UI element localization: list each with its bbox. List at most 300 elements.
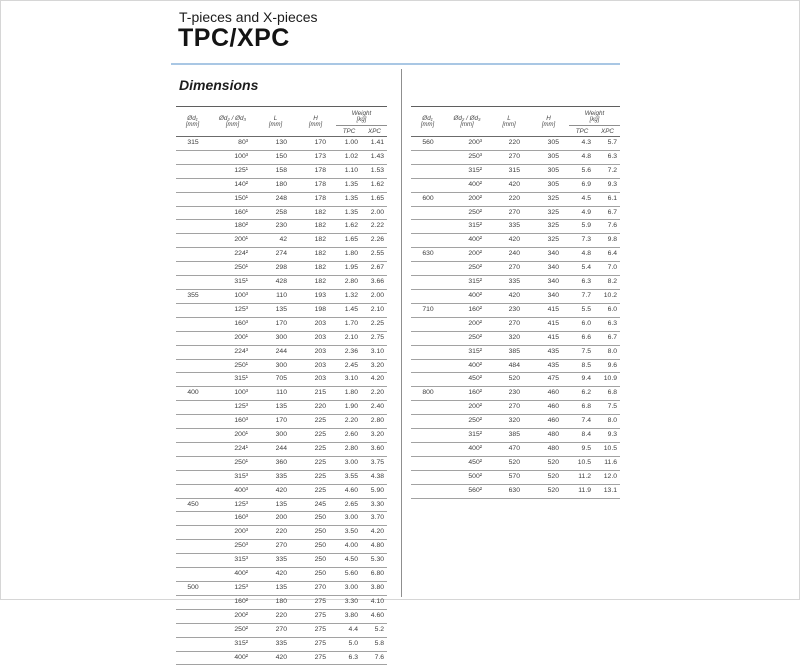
cell-value: 315² — [444, 345, 490, 359]
cell-value: 4.60 — [336, 484, 362, 498]
cell-nominal-diameter — [176, 345, 209, 359]
table-row — [176, 609, 387, 623]
cell-value: 315² — [444, 220, 490, 234]
cell-value: 480 — [528, 429, 569, 443]
cell-value: 160² — [444, 387, 490, 401]
table-row — [176, 164, 387, 178]
cell-value: 6.3 — [595, 150, 620, 164]
cell-value: 315² — [444, 429, 490, 443]
cell-value: 9.8 — [595, 234, 620, 248]
cell-value: 150¹ — [209, 192, 256, 206]
cell-value: 1.41 — [362, 137, 387, 151]
col-header-d23 — [444, 107, 490, 137]
col-header-d1 — [411, 107, 444, 137]
cell-value: 420 — [490, 289, 528, 303]
cell-value: 270 — [490, 262, 528, 276]
cell-value: 420 — [490, 178, 528, 192]
cell-value: 4.80 — [362, 540, 387, 554]
cell-value: 182 — [295, 276, 336, 290]
cell-value: 2.36 — [336, 345, 362, 359]
cell-value: 5.2 — [362, 623, 387, 637]
table-row — [176, 303, 387, 317]
cell-nominal-diameter — [176, 415, 209, 429]
col-header-d23 — [209, 107, 256, 137]
cell-value: 1.00 — [336, 137, 362, 151]
cell-value: 305 — [528, 178, 569, 192]
cell-value: 10.5 — [595, 442, 620, 456]
cell-value: 125³ — [209, 498, 256, 512]
cell-value: 305 — [528, 164, 569, 178]
cell-value: 270 — [295, 582, 336, 596]
table-row — [176, 415, 387, 429]
table-row — [176, 526, 387, 540]
cell-value: 4.10 — [362, 595, 387, 609]
cell-nominal-diameter — [176, 512, 209, 526]
cell-value: 2.40 — [362, 401, 387, 415]
cell-value: 182 — [295, 248, 336, 262]
cell-value: 2.80 — [336, 442, 362, 456]
col-header-l-unit: [mm] — [268, 122, 283, 128]
col-header-h-unit: [mm] — [541, 122, 556, 128]
table-row — [176, 234, 387, 248]
cell-value: 7.5 — [569, 345, 595, 359]
cell-value: 4.20 — [362, 373, 387, 387]
cell-nominal-diameter: 315 — [176, 137, 209, 151]
cell-value: 173 — [295, 150, 336, 164]
table-row — [176, 429, 387, 443]
table-row — [176, 498, 387, 512]
cell-value: 160³ — [209, 415, 256, 429]
cell-value: 250² — [444, 262, 490, 276]
cell-nominal-diameter — [176, 456, 209, 470]
cell-value: 225 — [295, 456, 336, 470]
table-row — [411, 137, 620, 151]
cell-value: 125³ — [209, 401, 256, 415]
table-row — [176, 484, 387, 498]
cell-value: 300 — [256, 331, 295, 345]
table-row — [176, 331, 387, 345]
col-header-l — [490, 107, 528, 137]
table-row — [176, 470, 387, 484]
cell-value: 7.3 — [569, 234, 595, 248]
table-row — [176, 540, 387, 554]
table-header-left — [176, 107, 387, 137]
cell-value: 428 — [256, 276, 295, 290]
cell-value: 2.10 — [336, 331, 362, 345]
cell-nominal-diameter — [176, 540, 209, 554]
table-row — [176, 192, 387, 206]
cell-value: 400³ — [209, 484, 256, 498]
cell-value: 3.00 — [336, 512, 362, 526]
cell-value: 340 — [528, 248, 569, 262]
table-row — [411, 345, 620, 359]
cell-value: 9.3 — [595, 178, 620, 192]
cell-value: 200¹ — [209, 331, 256, 345]
cell-value: 220 — [490, 192, 528, 206]
cell-value: 4.60 — [362, 609, 387, 623]
table-row — [411, 401, 620, 415]
cell-nominal-diameter — [176, 248, 209, 262]
cell-value: 1.35 — [336, 178, 362, 192]
cell-value: 245 — [295, 498, 336, 512]
cell-value: 203 — [295, 317, 336, 331]
cell-nominal-diameter — [176, 220, 209, 234]
cell-value: 385 — [490, 429, 528, 443]
cell-value: 150 — [256, 150, 295, 164]
col-header-weight-label: Weight — [351, 109, 372, 117]
col-header-d1-unit: [mm] — [185, 122, 200, 128]
table-row — [411, 470, 620, 484]
cell-value: 11.2 — [569, 470, 595, 484]
cell-value: 1.90 — [336, 401, 362, 415]
table-row — [411, 429, 620, 443]
cell-value: 320 — [490, 415, 528, 429]
cell-value: 182 — [295, 206, 336, 220]
cell-value: 298 — [256, 262, 295, 276]
cell-value: 3.20 — [362, 359, 387, 373]
table-row — [411, 178, 620, 192]
cell-value: 250² — [444, 206, 490, 220]
cell-value: 2.75 — [362, 331, 387, 345]
page-title: TPC/XPC — [178, 24, 290, 52]
cell-value: 220 — [490, 137, 528, 151]
col-header-l-label: L — [273, 115, 278, 122]
cell-value: 1.95 — [336, 262, 362, 276]
cell-value: 420 — [256, 651, 295, 665]
cell-nominal-diameter — [176, 178, 209, 192]
cell-value: 110 — [256, 387, 295, 401]
cell-value: 420 — [256, 484, 295, 498]
table-row — [176, 623, 387, 637]
cell-nominal-diameter — [176, 303, 209, 317]
cell-value: 520 — [490, 456, 528, 470]
cell-nominal-diameter — [411, 164, 444, 178]
col-header-h — [295, 107, 336, 137]
cell-value: 460 — [528, 401, 569, 415]
cell-value: 250³ — [444, 150, 490, 164]
cell-value: 4.3 — [569, 137, 595, 151]
cell-value: 170 — [256, 415, 295, 429]
cell-value: 198 — [295, 303, 336, 317]
cell-value: 1.43 — [362, 150, 387, 164]
cell-nominal-diameter — [176, 276, 209, 290]
cell-value: 248 — [256, 192, 295, 206]
cell-value: 5.30 — [362, 554, 387, 568]
cell-value: 325 — [528, 220, 569, 234]
cell-value: 9.5 — [569, 442, 595, 456]
table-row — [411, 276, 620, 290]
cell-value: 225 — [295, 429, 336, 443]
cell-value: 335 — [256, 470, 295, 484]
cell-value: 325 — [528, 206, 569, 220]
cell-value: 340 — [528, 289, 569, 303]
cell-nominal-diameter — [411, 289, 444, 303]
col-header-l-unit: [mm] — [502, 122, 516, 128]
cell-value: 250 — [295, 526, 336, 540]
cell-value: 2.25 — [362, 317, 387, 331]
cell-value: 100³ — [209, 289, 256, 303]
cell-nominal-diameter — [411, 442, 444, 456]
cell-value: 6.6 — [569, 331, 595, 345]
col-header-tpc: TPC — [336, 126, 362, 137]
col-header-tpc: TPC — [569, 126, 595, 137]
cell-value: 200² — [444, 192, 490, 206]
cell-nominal-diameter — [176, 470, 209, 484]
table-body-right — [411, 137, 620, 499]
cell-value: 1.53 — [362, 164, 387, 178]
cell-value: 560² — [444, 484, 490, 498]
cell-value: 2.00 — [362, 289, 387, 303]
cell-nominal-diameter: 600 — [411, 192, 444, 206]
cell-value: 2.80 — [362, 415, 387, 429]
cell-value: 224² — [209, 248, 256, 262]
cell-value: 230 — [490, 387, 528, 401]
col-header-h-unit: [mm] — [308, 122, 323, 128]
cell-value: 4.9 — [569, 206, 595, 220]
cell-value: 435 — [528, 345, 569, 359]
cell-value: 9.6 — [595, 359, 620, 373]
cell-value: 2.45 — [336, 359, 362, 373]
cell-value: 9.4 — [569, 373, 595, 387]
col-header-h-label: H — [313, 115, 318, 122]
cell-value: 200 — [256, 512, 295, 526]
cell-nominal-diameter — [176, 150, 209, 164]
cell-value: 1.35 — [336, 192, 362, 206]
col-header-h-label: H — [546, 115, 551, 122]
cell-value: 2.55 — [362, 248, 387, 262]
cell-nominal-diameter — [411, 401, 444, 415]
cell-nominal-diameter: 560 — [411, 137, 444, 151]
cell-value: 520 — [528, 456, 569, 470]
table-row — [411, 415, 620, 429]
cell-value: 420 — [490, 234, 528, 248]
cell-nominal-diameter — [176, 317, 209, 331]
cell-value: 9.3 — [595, 429, 620, 443]
col-header-weight-label: Weight — [584, 109, 605, 117]
cell-value: 250² — [209, 623, 256, 637]
cell-value: 100³ — [209, 387, 256, 401]
cell-value: 250 — [295, 512, 336, 526]
cell-value: 5.6 — [569, 164, 595, 178]
cell-value: 400² — [444, 178, 490, 192]
cell-value: 215 — [295, 387, 336, 401]
col-header-d23-unit: [mm] — [225, 122, 240, 128]
cell-value: 274 — [256, 248, 295, 262]
table-row — [176, 373, 387, 387]
table-row — [176, 317, 387, 331]
cell-value: 158 — [256, 164, 295, 178]
cell-value: 110 — [256, 289, 295, 303]
cell-value: 224³ — [209, 345, 256, 359]
cell-value: 7.6 — [595, 220, 620, 234]
cell-value: 193 — [295, 289, 336, 303]
cell-value: 275 — [295, 651, 336, 665]
col-header-d23-label: Ød₂ / Ød₃ — [219, 115, 246, 122]
cell-value: 400² — [209, 651, 256, 665]
cell-value: 4.38 — [362, 470, 387, 484]
cell-nominal-diameter — [176, 568, 209, 582]
col-header-weight — [336, 107, 387, 126]
col-header-d1-label: Ød₁ — [422, 115, 433, 122]
cell-value: 250¹ — [209, 456, 256, 470]
cell-value: 6.3 — [569, 276, 595, 290]
col-header-d23-unit: [mm] — [460, 122, 474, 128]
cell-value: 450² — [444, 373, 490, 387]
cell-value: 705 — [256, 373, 295, 387]
cell-value: 360 — [256, 456, 295, 470]
cell-value: 2.10 — [362, 303, 387, 317]
cell-nominal-diameter — [176, 331, 209, 345]
cell-nominal-diameter — [176, 359, 209, 373]
cell-value: 1.32 — [336, 289, 362, 303]
cell-value: 385 — [490, 345, 528, 359]
cell-value: 6.8 — [569, 401, 595, 415]
cell-value: 305 — [528, 137, 569, 151]
cell-value: 630 — [490, 484, 528, 498]
table-row — [176, 568, 387, 582]
cell-value: 8.2 — [595, 276, 620, 290]
cell-value: 400² — [444, 359, 490, 373]
table-row — [411, 234, 620, 248]
cell-value: 400² — [444, 442, 490, 456]
cell-value: 80³ — [209, 137, 256, 151]
cell-nominal-diameter — [411, 484, 444, 498]
table-row — [411, 373, 620, 387]
cell-nominal-diameter — [411, 206, 444, 220]
cell-value: 203 — [295, 345, 336, 359]
cell-value: 4.8 — [569, 248, 595, 262]
cell-value: 570 — [490, 470, 528, 484]
cell-nominal-diameter — [411, 345, 444, 359]
table-row — [176, 150, 387, 164]
cell-value: 7.7 — [569, 289, 595, 303]
cell-value: 203 — [295, 373, 336, 387]
product-kicker: T-pieces and X-pieces — [179, 9, 318, 25]
cell-nominal-diameter — [176, 554, 209, 568]
cell-value: 475 — [528, 373, 569, 387]
cell-nominal-diameter — [176, 526, 209, 540]
cell-nominal-diameter: 630 — [411, 248, 444, 262]
col-header-weight-unit: [kg] — [589, 116, 600, 123]
cell-value: 1.80 — [336, 387, 362, 401]
cell-value: 5.5 — [569, 303, 595, 317]
cell-nominal-diameter — [176, 234, 209, 248]
table-row — [411, 192, 620, 206]
cell-value: 435 — [528, 359, 569, 373]
cell-value: 3.20 — [362, 429, 387, 443]
table-row — [176, 512, 387, 526]
cell-value: 225 — [295, 484, 336, 498]
cell-value: 1.45 — [336, 303, 362, 317]
table-row — [411, 456, 620, 470]
cell-value: 125³ — [209, 582, 256, 596]
cell-value: 6.0 — [595, 303, 620, 317]
cell-value: 180 — [256, 178, 295, 192]
table-row — [411, 359, 620, 373]
cell-value: 5.9 — [569, 220, 595, 234]
cell-value: 1.65 — [336, 234, 362, 248]
cell-value: 11.9 — [569, 484, 595, 498]
col-header-xpc: XPC — [362, 126, 387, 137]
cell-value: 400² — [444, 234, 490, 248]
col-header-xpc: XPC — [595, 126, 620, 137]
cell-value: 400² — [444, 289, 490, 303]
col-header-h — [528, 107, 569, 137]
cell-nominal-diameter — [176, 651, 209, 665]
table-row — [411, 289, 620, 303]
cell-value: 180 — [256, 595, 295, 609]
cell-value: 315¹ — [209, 276, 256, 290]
cell-value: 3.00 — [336, 582, 362, 596]
cell-value: 250 — [295, 540, 336, 554]
cell-value: 335 — [490, 276, 528, 290]
cell-value: 6.7 — [595, 206, 620, 220]
cell-value: 7.0 — [595, 262, 620, 276]
cell-value: 6.3 — [595, 317, 620, 331]
cell-value: 8.0 — [595, 345, 620, 359]
cell-value: 315² — [209, 637, 256, 651]
cell-value: 335 — [256, 637, 295, 651]
cell-value: 2.20 — [362, 387, 387, 401]
cell-value: 200³ — [444, 137, 490, 151]
cell-value: 3.80 — [362, 582, 387, 596]
table-row — [411, 317, 620, 331]
cell-value: 135 — [256, 303, 295, 317]
accent-rule — [171, 63, 620, 65]
table-row — [176, 554, 387, 568]
cell-nominal-diameter — [176, 206, 209, 220]
table-row — [176, 248, 387, 262]
cell-value: 200² — [209, 609, 256, 623]
cell-nominal-diameter — [411, 415, 444, 429]
cell-value: 170 — [295, 137, 336, 151]
cell-value: 270 — [490, 150, 528, 164]
cell-nominal-diameter — [411, 359, 444, 373]
cell-value: 125¹ — [209, 164, 256, 178]
cell-value: 3.50 — [336, 526, 362, 540]
cell-value: 3.10 — [362, 345, 387, 359]
cell-nominal-diameter — [411, 234, 444, 248]
table-row — [411, 150, 620, 164]
table-row — [411, 387, 620, 401]
cell-value: 420 — [256, 568, 295, 582]
cell-value: 130 — [256, 137, 295, 151]
cell-value: 520 — [490, 373, 528, 387]
cell-nominal-diameter — [176, 429, 209, 443]
cell-value: 320 — [490, 331, 528, 345]
cell-value: 305 — [528, 150, 569, 164]
cell-value: 178 — [295, 164, 336, 178]
cell-value: 270 — [490, 401, 528, 415]
cell-nominal-diameter — [176, 637, 209, 651]
cell-nominal-diameter — [411, 429, 444, 443]
cell-value: 3.75 — [362, 456, 387, 470]
cell-value: 270 — [256, 623, 295, 637]
cell-value: 10.2 — [595, 289, 620, 303]
cell-value: 42 — [256, 234, 295, 248]
cell-value: 460 — [528, 415, 569, 429]
cell-value: 484 — [490, 359, 528, 373]
cell-value: 8.0 — [595, 415, 620, 429]
cell-value: 200¹ — [209, 234, 256, 248]
col-header-d1 — [176, 107, 209, 137]
cell-value: 182 — [295, 234, 336, 248]
cell-value: 520 — [528, 470, 569, 484]
cell-value: 224¹ — [209, 442, 256, 456]
table-row — [176, 137, 387, 151]
cell-value: 230 — [490, 303, 528, 317]
cell-value: 315³ — [209, 554, 256, 568]
